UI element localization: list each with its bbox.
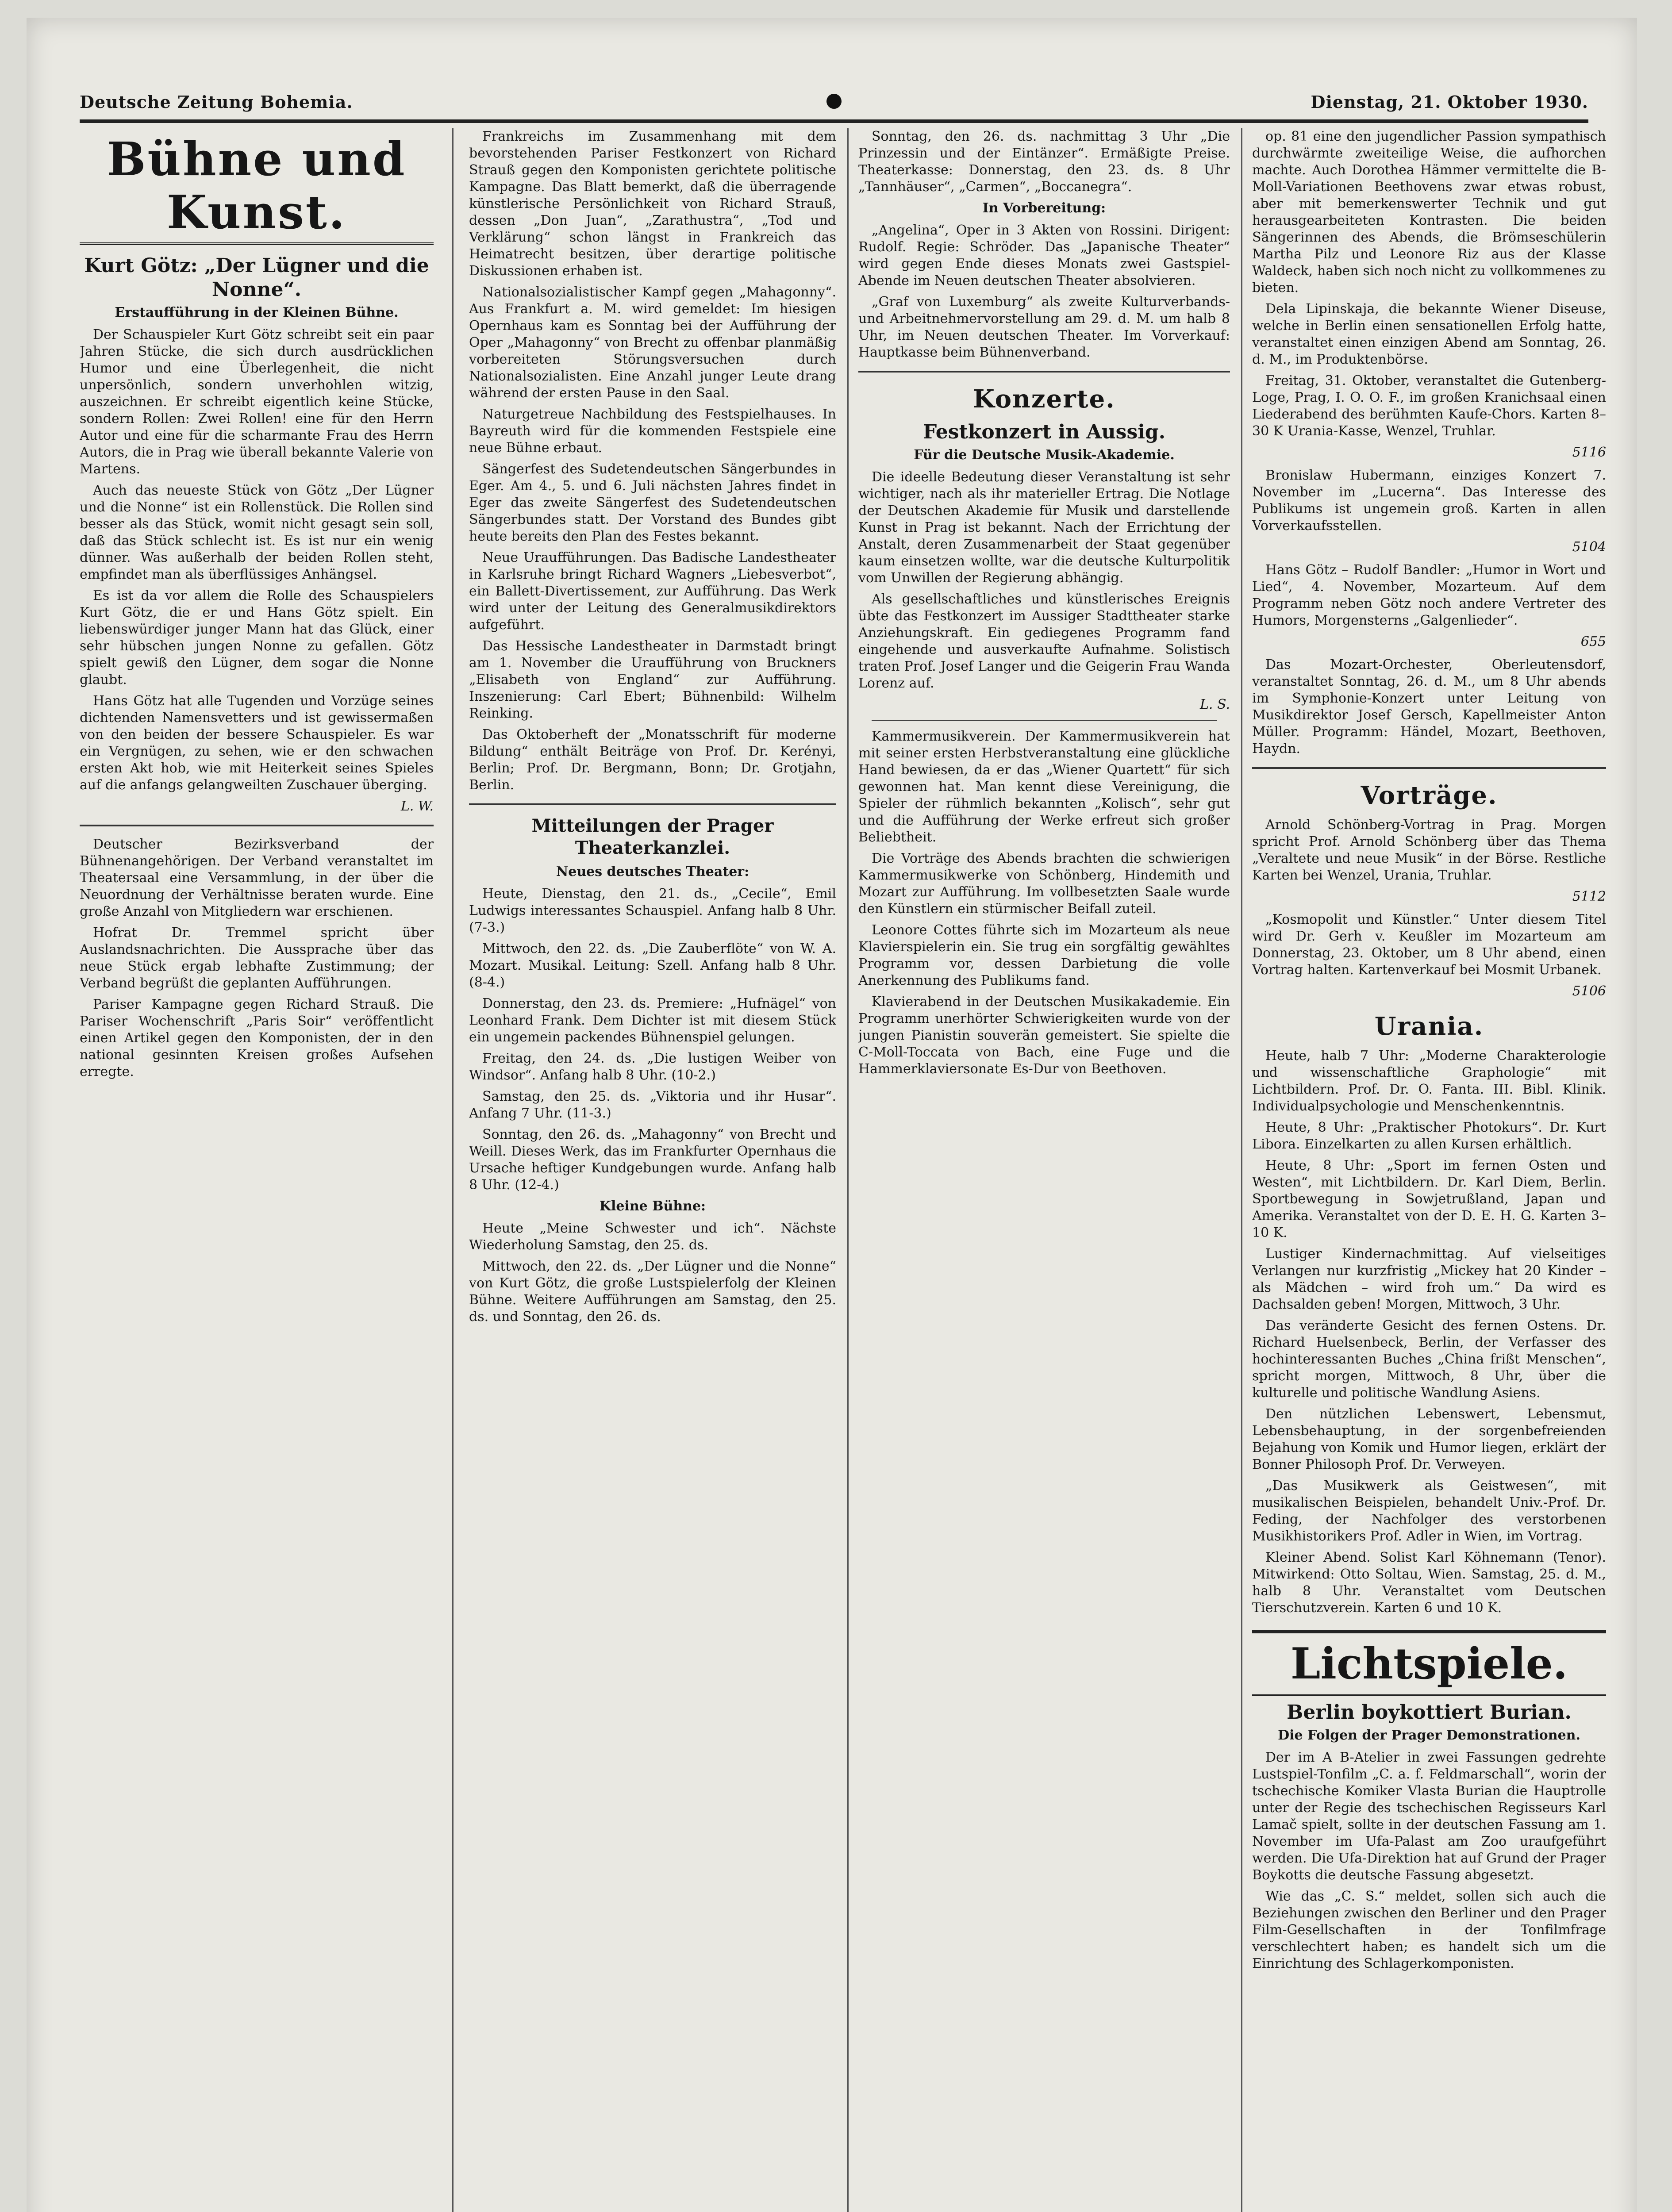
ad-number: 5104 — [1572, 539, 1606, 555]
news-paragraph: Das veränderte Gesicht des fernen Ostens. Dr. Richard Huelsenbeck, Berlin, der Verfasser des hochinteressanten Buches „China frißt Menschen“, spricht morgen, Mittwoch, 8 Uhr, über die kulturelle und politische Wandlung Asiens. — [1252, 1318, 1606, 1401]
article-paragraph: Als gesellschaftliches und künstlerisches Ereignis übte das Festkonzert im Aussiger Stadttheater starke Anziehungskraft. Ein gediegenes Programm fand eingehende und ausverkaufte Aufnahme. Solistisch traten Prof. Josef Langer und die Geigerin Frau Wanda Lorenz auf. — [858, 591, 1230, 691]
news-paragraph: op. 81 eine den jugendlicher Passion sympathisch durchwärmte zweiteilige Weise, die aufhorchen machte. Auch Dorothea Hämmer vermittelte die B-Moll-Variationen Beethovens zwar etwas robust, aber mit bemerkenswerter Technik und gut herausgearbeiteten Kontrasten. Die beiden Sängerinnen des Abends, die Brömseschülerin Martha Pilz und Leonore Riz aus der Klasse Waldeck, haben sich noch nicht zu vollkommenes zu bieten. — [1252, 129, 1606, 296]
column-1 — [80, 128, 434, 2212]
article-title: Kurt Götz: „Der Lügner und die Nonne“. — [84, 254, 429, 301]
notice-title: Mitteilungen der Prager Theaterkanzlei. — [531, 815, 774, 858]
article-paragraph: Hans Götz hat alle Tugenden und Vorzüge seines dichtenden Namensvetters und ist gewissermaßen von den beiden der bessere Schauspieler. Es war ein Vergnügen, zu sehen, wie er den schwachen ersten Akt hob, wie mit Heiterkeit seines Spieles auf die anfangs gelangweilten Zuschauer überging. — [80, 693, 434, 793]
section-title: Bühne und Kunst. — [80, 133, 434, 245]
column-4 — [1252, 128, 1606, 2212]
news-paragraph: Deutscher Bezirksverband der Bühnenangehörigen. Der Verband veranstaltet im Theatersaal eine Versammlung, in der über die Neuordnung der Verhältnisse beraten wurde. Eine große Anzahl von Mitgliedern war erschienen. — [80, 837, 434, 919]
theater-listing: Heute „Meine Schwester und ich“. Nächste Wiederholung Samstag, den 25. ds. — [469, 1221, 836, 1253]
article-paragraph: Auch das neueste Stück von Götz „Der Lügner und die Nonne“ ist ein Rollenstück. Die Rollen sind besser als das Stück, womit nicht gesagt sein soll, daß das Stück schlecht ist. Es ist nur ein wenig dünner. Was außerhalb der beiden Rollen steht, empfindet man als überflüssiges Anhängsel. — [80, 483, 434, 582]
news-paragraph: Hans Götz – Rudolf Bandler: „Humor in Wort und Lied“, 4. November, Mozarteum. Auf dem Programm neben Götz noch andere Vertreter des Humors, Morgensterns „Galgenlieder“. — [1252, 562, 1606, 628]
news-paragraph: Kleiner Abend. Solist Karl Köhnemann (Tenor). Mitwirkend: Otto Soltau, Wien. Samstag, 25. d. M., halb 8 Uhr. Veranstaltet vom Deutschen Tierschutzverein. Karten 6 und 10 K. — [1252, 1550, 1606, 1616]
author-signature: L. W. — [400, 799, 434, 814]
news-paragraph: Das Mozart-Orchester, Oberleutensdorf, veranstaltet Sonntag, 26. d. M., um 8 Uhr abends im Symphonie-Konzert unter Leitung von Musikdirektor Josef Gersch, Kapellmeister Anton Müller. Programm: Händel, Mozart, Beethoven, Haydn. — [1252, 657, 1606, 757]
news-paragraph: Heute, 8 Uhr: „Praktischer Photokurs“. Dr. Kurt Libora. Einzelkarten zu allen Kursen erhältlich. — [1252, 1120, 1606, 1152]
article-paragraph: Es ist da vor allem die Rolle des Schauspielers Kurt Götz, die er und Hans Götz spielt. Ein liebenswürdiger junger Mann hat das Glück, einer sehr hübschen jungen Nonne zu gefallen. Götz spielt gewiß den Lügner, dem sogar die Nonne glaubt. — [80, 588, 434, 687]
theater-listing: Mittwoch, den 22. ds. „Der Lügner und die Nonne“ von Kurt Götz, die große Lustspielerfolg der Kleinen Bühne. Weitere Aufführungen am Samstag, den 25. ds. und Sonntag, den 26. ds. — [469, 1259, 836, 1325]
ad-number: 5106 — [1572, 983, 1606, 999]
article-subtitle: Erstaufführung in der Kleinen Bühne. — [115, 305, 399, 320]
column-rule — [452, 128, 454, 2212]
news-paragraph: Arnold Schönberg-Vortrag in Prag. Morgen spricht Prof. Arnold Schönberg über das Thema „Veraltete und neue Musik“ in der Börse. Restliche Karten bei Wenzel, Urania, Truhlar. — [1252, 817, 1606, 883]
news-paragraph: Lustiger Kindernachmittag. Auf vielseitiges Verlangen nur kurzfristig „Mickey hat 20 Kinder – als Mädchen – wird froh um.“ Da wird es Dachsalden geben! Morgen, Mittwoch, 3 Uhr. — [1252, 1246, 1606, 1312]
news-paragraph: Hofrat Dr. Tremmel spricht über Auslandsnachrichten. Die Aussprache über das neue Stück ergab lebhafte Zustimmung; der Verband begrüßt die geplanten Aufführungen. — [80, 925, 434, 991]
divider — [872, 720, 1217, 721]
news-paragraph: Sängerfest des Sudetendeutschen Sängerbundes in Eger. Am 4., 5. und 6. Juli nächsten Jahres findet in Eger das zweite Sängerfest des Sudetendeutschen Sängerbundes statt. Der Vorstand des Bundes gibt heute bereits den Plan des Festes bekannt. — [469, 461, 836, 544]
news-paragraph: Leonore Cottes führte sich im Mozarteum als neue Klavierspielerin ein. Sie trug ein sorgfältig gewähltes Programm vor, dessen Darbietung die volle Anerkennung des Publikums fand. — [858, 922, 1230, 988]
theater-listing: Mittwoch, den 22. ds. „Die Zauberflöte“ von W. A. Mozart. Musikal. Leitung: Szell. Anfang halb 8 Uhr. (8-4.) — [469, 941, 836, 990]
ad-number: 5116 — [1572, 445, 1606, 460]
article-subtitle: Für die Deutsche Musik-Akademie. — [914, 447, 1175, 463]
news-paragraph: Das Oktoberheft der „Monatsschrift für moderne Bildung“ enthält Beiträge von Prof. Dr. Kerényi, Berlin; Prof. Dr. Bergmann, Bonn; Dr. Grotjahn, Berlin. — [469, 727, 836, 793]
column-3 — [858, 128, 1230, 2212]
news-paragraph: Naturgetreue Nachbildung des Festspielhauses. In Bayreuth wird für die kommenden Festspiele eine neue Bühne erbaut. — [469, 407, 836, 456]
news-paragraph: Nationalsozialistischer Kampf gegen „Mahagonny“. Aus Frankfurt a. M. wird gemeldet: Im hiesigen Opernhaus kam es Sonntag bei der Aufführung der Oper „Mahagonny“ von Brecht zu offenbar planmäßig vorbereiteten Störungsversuchen durch Nationalsozialisten. Eine Anzahl junger Leute drang während der ersten Pause in den Saal. — [469, 284, 836, 401]
news-paragraph: Den nützlichen Lebenswert, Lebensmut, Lebensbehauptung, in der sorgenbefreienden Bejahung von Komik und Humor liegen, erklärt der Bonner Philosoph Prof. Dr. Verweyen. — [1252, 1406, 1606, 1472]
article-title: Berlin boykottiert Burian. — [1287, 1701, 1572, 1724]
masthead — [80, 84, 1588, 123]
preparation-title: In Vorbereitung: — [982, 200, 1106, 216]
ad-number: 5112 — [1572, 889, 1606, 904]
article-subtitle: Die Folgen der Prager Demonstrationen. — [1278, 1728, 1580, 1743]
news-paragraph: Dela Lipinskaja, die bekannte Wiener Diseuse, welche in Berlin einen sensationellen Erfolg hatte, veranstaltet einen einzigen Abend am Sonntag, 26. d. M., im Produktenbörse. — [1252, 301, 1606, 367]
column-rule — [847, 128, 849, 2212]
news-paragraph: Klavierabend in der Deutschen Musikakademie. Ein Programm unerhörter Schwierigkeiten wurde von der jungen Pianistin souverän gemeistert. Sie spielte die C-Moll-Toccata von Bach, eine Fuge und die Hammerklaviersonate Es-Dur von Beethoven. — [858, 994, 1230, 1077]
masthead-date: Dienstag, 21. Oktober 1930. — [1311, 92, 1588, 112]
news-paragraph: Das Hessische Landestheater in Darmstadt bringt am 1. November die Uraufführung von Bruckners „Elisabeth von England“ zur Aufführung. Inszenierung: Carl Ebert; Bühnenbild: Wilhelm Reinking. — [469, 638, 836, 721]
section-heading-urania: Urania. — [1374, 1012, 1484, 1041]
news-paragraph: Neue Uraufführungen. Das Badische Landestheater in Karlsruhe bringt Richard Wagners „Liebesverbot“, ein Ballett-Divertissement, zur Aufführung. Das Werk wird unter der Leitung des Generalmusikdirektors aufgeführt. — [469, 550, 836, 633]
theater-listing: Sonntag, den 26. ds. „Mahagonny“ von Brecht und Weill. Dieses Werk, das im Frankfurter Opernhaus die Ursache heftiger Kundgebungen wurde. Anfang halb 8 Uhr. (12-4.) — [469, 1127, 836, 1193]
theater-listing: „Graf von Luxemburg“ als zweite Kulturverbands- und Arbeitnehmervorstellung am 29. d. M. um halb 8 Uhr, im Neuen deutschen Theater. Im Vorverkauf: Hauptkasse beim Bühnenverband. — [858, 294, 1230, 360]
theater-listing: Samstag, den 25. ds. „Viktoria und ihr Husar“. Anfang 7 Uhr. (11-3.) — [469, 1089, 836, 1121]
divider — [80, 825, 434, 826]
theater-listing: Donnerstag, den 23. ds. Premiere: „Hufnägel“ von Leonhard Frank. Dem Dichter ist mit diesem Stück ein ungemein packendes Bühnenspiel gelungen. — [469, 996, 836, 1045]
news-paragraph: Heute, halb 7 Uhr: „Moderne Charakterologie und wissenschaftliche Graphologie“ mit Lichtbildern. Prof. Dr. O. Fanta. III. Bibl. Klinik. Individualpsychologie und Menschenkenntnis. — [1252, 1048, 1606, 1114]
masthead-dot-icon — [826, 94, 842, 109]
section-heading-vortraege: Vorträge. — [1361, 781, 1498, 810]
divider — [1252, 767, 1606, 769]
article-title: Festkonzert in Aussig. — [922, 421, 1166, 443]
news-paragraph: Bronislaw Hubermann, einziges Konzert 7. November im „Lucerna“. Das Interesse des Publikums ist ungemein groß. Karten in allen Vorverkaufsstellen. — [1252, 468, 1606, 534]
column-2 — [469, 128, 836, 2212]
article-paragraph: Wie das „C. S.“ meldet, sollen sich auch die Beziehungen zwischen den Berliner und den Prager Film-Gesellschaften in der Tonfilmfrage verschlechtert haben; es handelt sich um die Einrichtung des Schlagerkomponisten. — [1252, 1889, 1606, 1971]
news-paragraph: Kammermusikverein. Der Kammermusikverein hat mit seiner ersten Herbstveranstaltung eine glückliche Hand bewiesen, da er das „Wiener Quartett“ für sich gewonnen hat. Man kennt diese Vereinigung, die Spieler der rühmlich bekannten „Kolisch“, sehr gut und die Aufführung der Werke erfreut sich großer Beliebtheit. — [858, 729, 1230, 845]
section-title-lichtspiele: Lichtspiele. — [1252, 1630, 1606, 1696]
notice-subtitle: Neues deutsches Theater: — [556, 864, 750, 879]
news-paragraph: Heute, 8 Uhr: „Sport im fernen Osten und Westen“, mit Lichtbildern. Dr. Karl Diem, Berlin. Sportbewegung in Sowjetrußland, Japan und Amerika. Veranstaltet von der D. E. H. G. Karten 3–10 K. — [1252, 1158, 1606, 1240]
newspaper-page — [27, 18, 1637, 2212]
divider — [469, 803, 836, 805]
news-paragraph: Frankreichs im Zusammenhang mit dem bevorstehenden Pariser Festkonzert von Richard Strauß gegen den Komponisten gerichtete politische Kampagne. Das Blatt bemerkt, daß die überragende künstlerische Persönlichkeit von Richard Strauß, dessen „Don Juan“, „Zarathustra“, „Tod und Verklärung“ schon längst in Frankreich das Heimatrecht besitzen, über derartige politische Diskussionen erhaben ist. — [469, 129, 836, 279]
article-paragraph: Die ideelle Bedeutung dieser Veranstaltung ist sehr wichtiger, nach als ihr materieller Ertrag. Die Notlage der Deutschen Akademie für Musik und darstellende Kunst in Prag ist bekannt. Nach der Errichtung der Anstalt, deren Zusammenarbeit der Staat gegenüber kaum einsetzen wollte, war die deutsche Kulturpolitik vom Unwillen der Regierung abhängig. — [858, 469, 1230, 586]
masthead-newspaper-name: Deutsche Zeitung Bohemia. — [80, 92, 353, 112]
divider — [858, 371, 1230, 373]
news-paragraph: Pariser Kampagne gegen Richard Strauß. Die Pariser Wochenschrift „Paris Soir“ veröffentlicht einen Artikel gegen den Komponisten, der in den national gesinnten Kreisen großes Aufsehen erregte. — [80, 997, 434, 1079]
section-heading-konzerte: Konzerte. — [973, 384, 1115, 414]
theater-listing: Freitag, den 24. ds. „Die lustigen Weiber von Windsor“. Anfang halb 8 Uhr. (10-2.) — [469, 1051, 836, 1083]
article-paragraph: Der Schauspieler Kurt Götz schreibt seit ein paar Jahren Stücke, die sich durch ausdrücklichen Humor und eine Überlegenheit, die nicht unpersönlich, sondern unverhohlen witzig, auszeichnen. Er schreibt eigentlich keine Stücke, sondern Rollen: Zwei Rollen! eine für den Herrn Autor und eine für die scharmante Frau des Herrn Autors, die in Prag wie überall bekannte Valerie von Martens. — [80, 327, 434, 477]
ad-number: 655 — [1580, 634, 1606, 649]
article-paragraph: Der im A B-Atelier in zwei Fassungen gedrehte Lustspiel-Tonfilm „C. a. f. Feldmarschall“, worin der tschechische Komiker Vlasta Burian die Hauptrolle unter der Regie des tschechischen Regisseurs Karl Lamač spielt, sollte in der deutschen Fassung am 1. November im Ufa-Palast am Zoo uraufgeführt werden. Die Ufa-Direktion hat auf Grund der Prager Boykotts die deutsche Fassung abgesetzt. — [1252, 1750, 1606, 1883]
theater-listing: Sonntag, den 26. ds. nachmittag 3 Uhr „Die Prinzessin und der Eintänzer“. Ermäßigte Preise. Theaterkasse: Donnerstag, den 23. ds. 8 Uhr „Tannhäuser“, „Carmen“, „Boccanegra“. — [858, 129, 1230, 195]
news-paragraph: Freitag, 31. Oktober, veranstaltet die Gutenberg-Loge, Prag, I. O. O. F., im großen Kranichsaal einen Liederabend des berühmten Kaufe-Chors. Karten 8–30 K Urania-Kasse, Wenzel, Truhlar. — [1252, 373, 1606, 439]
column-rule — [1241, 128, 1242, 2212]
author-signature: L. S. — [1199, 697, 1230, 712]
news-paragraph: „Das Musikwerk als Geistwesen“, mit musikalischen Beispielen, behandelt Univ.-Prof. Dr. Feding, der Nachfolger des verstorbenen Musikhistorikers Prof. Adler in Wien, im Vortrag. — [1252, 1478, 1606, 1544]
kleine-buehne-title: Kleine Bühne: — [599, 1198, 706, 1214]
news-paragraph: „Kosmopolit und Künstler.“ Unter diesem Titel wird Dr. Gerh v. Keußler im Mozarteum am Donnerstag, 23. Oktober, um 8 Uhr abend, einen Vortrag halten. Kartenverkauf bei Mosmit Urbanek. — [1252, 912, 1606, 978]
news-paragraph: Die Vorträge des Abends brachten die schwierigen Kammermusikwerke von Schönberg, Hindemith und Mozart zur Aufführung. Im vollbesetzten Saale wurde den Künstlern ein stürmischer Beifall zuteil. — [858, 851, 1230, 917]
theater-listing: „Angelina“, Oper in 3 Akten von Rossini. Dirigent: Rudolf. Regie: Schröder. Das „Japanische Theater“ wird gegen Ende dieses Monats zwei Gastspiel-Abende im Neuen deutschen Theater absolvieren. — [858, 223, 1230, 288]
theater-listing: Heute, Dienstag, den 21. ds., „Cecile“, Emil Ludwigs interessantes Schauspiel. Anfang halb 8 Uhr. (7-3.) — [469, 886, 836, 935]
